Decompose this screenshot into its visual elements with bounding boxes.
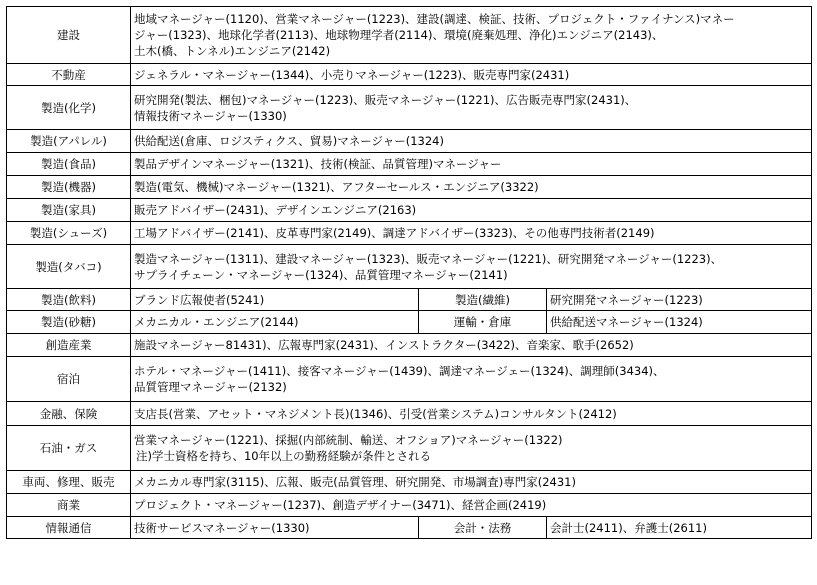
roles-cell: 研究開発マネージャー(1223)	[547, 289, 812, 311]
roles-cell: 会計士(2411)、弁護士(2611)	[547, 517, 812, 539]
roles-line: ジェネラル・マネージャー(1344)、小売りマネージャー(1223)、販売専門家(2431)	[134, 67, 570, 82]
industry-cell: 製造(シューズ)	[7, 222, 131, 245]
industry-cell: 製造(繊維)	[419, 289, 547, 311]
table-row	[7, 311, 812, 334]
roles-cell	[131, 7, 812, 64]
roles-cell	[131, 471, 812, 494]
roles-line: 製造(電気、機械)マネージャー(1321)、アフターセールス・エンジニア(3322)	[134, 180, 539, 194]
roles-cell	[131, 334, 812, 357]
roles-line: ジャー(1323)、地球化学者(2113)、地球物理学者(2114)、環境(廃棄処理、浄化)エンジニア(2143)、	[134, 28, 664, 42]
industry-cell: 建設	[7, 7, 131, 64]
roles-cell: メカニカル・エンジニア(2144)	[131, 311, 419, 334]
table-row	[7, 222, 812, 245]
industry-cell: 情報通信	[7, 517, 131, 539]
table-row	[7, 402, 812, 426]
industry-cell: 製造(タバコ)	[7, 245, 131, 289]
table-row	[7, 130, 812, 153]
table-row	[7, 199, 812, 222]
roles-cell	[131, 130, 812, 153]
table-row	[7, 517, 812, 539]
roles-cell: 技術サービスマネージャー(1330)	[131, 517, 419, 539]
roles-cell	[131, 176, 812, 199]
roles-cell	[131, 153, 812, 176]
requirement-note: 注)学士資格を持ち、10年以上の勤務経験が条件とされる	[136, 449, 432, 463]
roles-line: 品質管理マネージャー(2132)	[134, 380, 287, 394]
table-row	[7, 7, 812, 64]
roles-line: 支店長(営業、アセット・マネジメント長)(1346)、引受(営業システム)コンサルタント(2412)	[134, 406, 617, 421]
roles-line: プロジェクト・マネージャー(1237)、創造デザイナー(3471)、経営企画(2419)	[134, 498, 547, 512]
roles-cell	[131, 64, 812, 86]
industry-cell: 製造(化学)	[7, 86, 131, 130]
roles-line: 販売アドバイザー(2431)、デザインエンジニア(2163)	[134, 203, 417, 217]
table-row	[7, 86, 812, 130]
roles-cell	[131, 357, 812, 402]
roles-line: 営業マネージャー(1221)、採掘(内部統制、輸送、オフショア)マネージャー(1322)	[134, 433, 563, 447]
roles-cell	[131, 426, 812, 471]
industry-cell: 金融、保険	[7, 402, 131, 426]
roles-cell	[131, 86, 812, 130]
roles-cell	[131, 494, 812, 517]
table-row	[7, 334, 812, 357]
industry-cell: 宿泊	[7, 357, 131, 402]
roles-line: ホテル・マネージャー(1411)、接客マネージャー(1439)、調達マネージェー(1324)、調理師(3434)、	[134, 364, 665, 378]
industry-cell: 創造産業	[7, 334, 131, 357]
table-row	[7, 289, 812, 311]
table-row	[7, 245, 812, 289]
roles-line: 地域マネージャー(1120)、営業マネージャー(1223)、建設(調達、検証、技術、プロジェクト・ファイナンス)マネー	[134, 12, 735, 26]
roles-line: 研究開発(製法、梱包)マネージャー(1223)、販売マネージャー(1221)、広告販売専門家(2431)、	[134, 92, 637, 107]
roles-line: 情報技術マネージャー(1330)	[134, 108, 287, 123]
roles-line: 製品デザインマネージャー(1321)、技術(検証、品質管理)マネージャー	[134, 157, 502, 171]
industry-cell: 会計・法務	[419, 517, 547, 539]
industry-cell: 製造(食品)	[7, 153, 131, 176]
table-row	[7, 494, 812, 517]
roles-cell	[131, 245, 812, 289]
table-row	[7, 64, 812, 86]
roles-cell	[131, 199, 812, 222]
industry-cell: 運輸・倉庫	[419, 311, 547, 334]
roles-cell	[131, 222, 812, 245]
roles-line: 供給配送(倉庫、ロジスティクス、貿易)マネージャー(1324)	[134, 134, 444, 148]
table-row	[7, 357, 812, 402]
roles-line: メカニカル専門家(3115)、広報、販売(品質管理、研究開発、市場調査)専門家(2431)	[134, 475, 576, 489]
industry-cell: 製造(機器)	[7, 176, 131, 199]
roles-line: サプライチェーン・マネージャー(1324)、品質管理マネージャー(2141)	[134, 267, 508, 282]
industry-cell: 製造(砂糖)	[7, 311, 131, 334]
table-row	[7, 471, 812, 494]
roles-line: 施設マネージャー81431)、広報専門家(2431)、インストラクター(3422)、音楽家、歌手(2652)	[134, 338, 634, 352]
industry-cell: 車両、修理、販売	[7, 471, 131, 494]
industry-cell: 石油・ガス	[7, 426, 131, 471]
industry-cell: 製造(アパレル)	[7, 130, 131, 153]
roles-cell: 供給配送マネージャー(1324)	[547, 311, 812, 334]
industry-cell: 製造(家具)	[7, 199, 131, 222]
occupation-table	[6, 6, 812, 539]
roles-line: 工場アドバイザー(2141)、皮革専門家(2149)、調達アドバイザー(3323)、その他専門技術者(2149)	[134, 226, 655, 240]
roles-cell: ブランド広報使者(5241)	[131, 289, 419, 311]
industry-cell: 製造(飲料)	[7, 289, 131, 311]
roles-line: 製造マネージャー(1311)、建設マネージャー(1323)、販売マネージャー(1221)、研究開発マネージャー(1223)、	[134, 251, 723, 266]
roles-cell	[131, 402, 812, 426]
industry-cell: 不動産	[7, 64, 131, 86]
table-row	[7, 426, 812, 471]
table-row	[7, 176, 812, 199]
roles-line: 土木(橋、トンネル)エンジニア(2142)	[134, 44, 331, 58]
table-row	[7, 153, 812, 176]
industry-cell: 商業	[7, 494, 131, 517]
